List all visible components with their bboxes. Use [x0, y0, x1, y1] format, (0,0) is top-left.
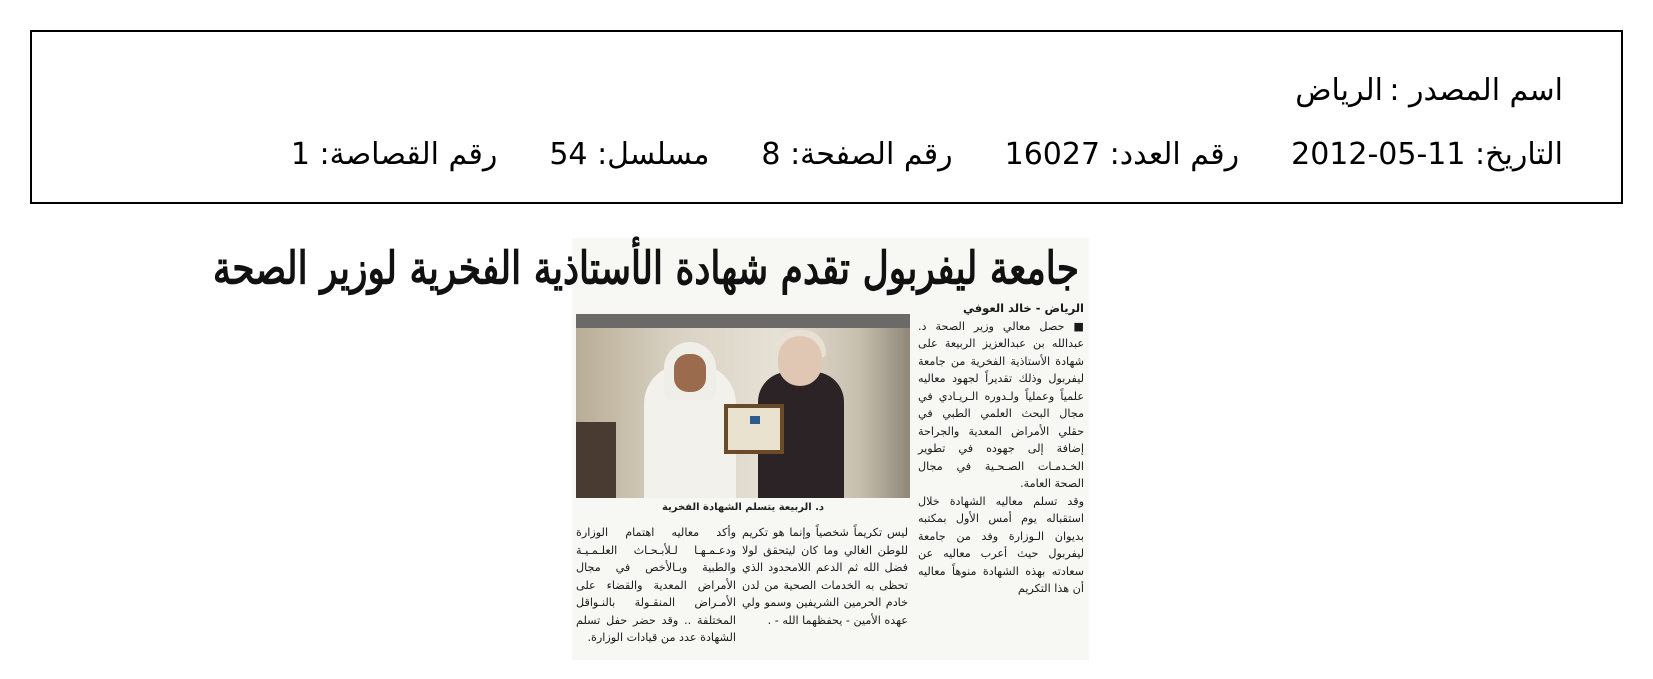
newspaper-clipping	[212, 238, 1089, 660]
issue-field	[1005, 137, 1239, 172]
article-column-3	[576, 524, 736, 647]
article-paragraph-3: ليس تكريماً شخصياً وإنما هو تكريم للوطن الغالي وما كان ليتحقق لولا فضل الله ثم الدعم اللامحدود الذي تحظى به الخدمات الصحية من لدن خادم الحرمين الشريفين وسمو ولي عهده الأمين - يحفظهما الله - .	[742, 526, 908, 627]
article-paragraph-4: وأكد معاليه اهتمام الوزارة ودعـمـهـا لـلأبـحـاث العلـمـيـة والطبية وبـالأخص في مجال الأمراض المعدية والقضاء على الأمـراض المنقـولة بالنـواقل المختلفة .. وقد حضر حفل تسلم الشهادة عدد من قيادات الوزارة.	[576, 526, 736, 644]
page-label: رقم الصفحة:	[790, 136, 953, 172]
page-field	[761, 137, 952, 172]
photo-caption: د. الربيعة يتسلم الشهادة الفخرية	[661, 502, 825, 513]
meta-row	[291, 134, 1563, 174]
certificate-icon	[724, 404, 784, 454]
page-value: 8	[761, 136, 781, 172]
serial-label: مسلسل:	[597, 136, 710, 172]
date-label: التاريخ:	[1475, 136, 1563, 172]
ceremony-photo	[576, 314, 910, 498]
article-headline: جامعة ليفربول تقدم شهادة الأستاذية الفخرية لوزير الصحة	[212, 242, 1079, 295]
serial-value: 54	[549, 136, 588, 172]
source-row	[1295, 70, 1563, 110]
article-paragraph-2: وقد تسلم معاليه الشهادة خلال استقباله يوم أمس الأول بمكتبه بديوان الـوزارة وفد من جامعة ليفربول حيث أعرب معاليه عن سعادته بهذه الشهادة منوهاً معاليه أن هذا التكريم	[918, 494, 1084, 595]
article-column-2	[742, 524, 908, 629]
source-label: اسم المصدر :	[1389, 72, 1563, 108]
date-value: 2012-05-11	[1291, 136, 1466, 172]
source-value: الرياض	[1295, 72, 1383, 108]
article-column-1	[918, 300, 1084, 598]
serial-field	[549, 137, 709, 172]
date-field	[1291, 137, 1563, 172]
article-paragraph-1: ■ حصل معالي وزير الصحة د. عبدالله بن عبدالعزيز الربيعة على شهادة الأستاذية الفخرية من جامعة ليفربول وذلك تقديراً لجهود معاليه علمياً وعملياً ولـدوره الـريـادي في مجال البحث العلمي الطبي في حقلي الأمراض المعدية والجراحة إضافة إلى جهوده في تطوير الخـدمـات الصـحـية في مجال الصحة العامة.	[918, 319, 1084, 490]
article-byline: الرياض - خالد العوفي	[963, 301, 1084, 315]
source-info-box	[30, 30, 1623, 204]
clip-label: رقم القصاصة:	[319, 136, 498, 172]
clip-value: 1	[290, 136, 310, 172]
issue-value: 16027	[1004, 136, 1101, 172]
clip-field	[291, 137, 497, 172]
issue-label: رقم العدد:	[1109, 136, 1240, 172]
